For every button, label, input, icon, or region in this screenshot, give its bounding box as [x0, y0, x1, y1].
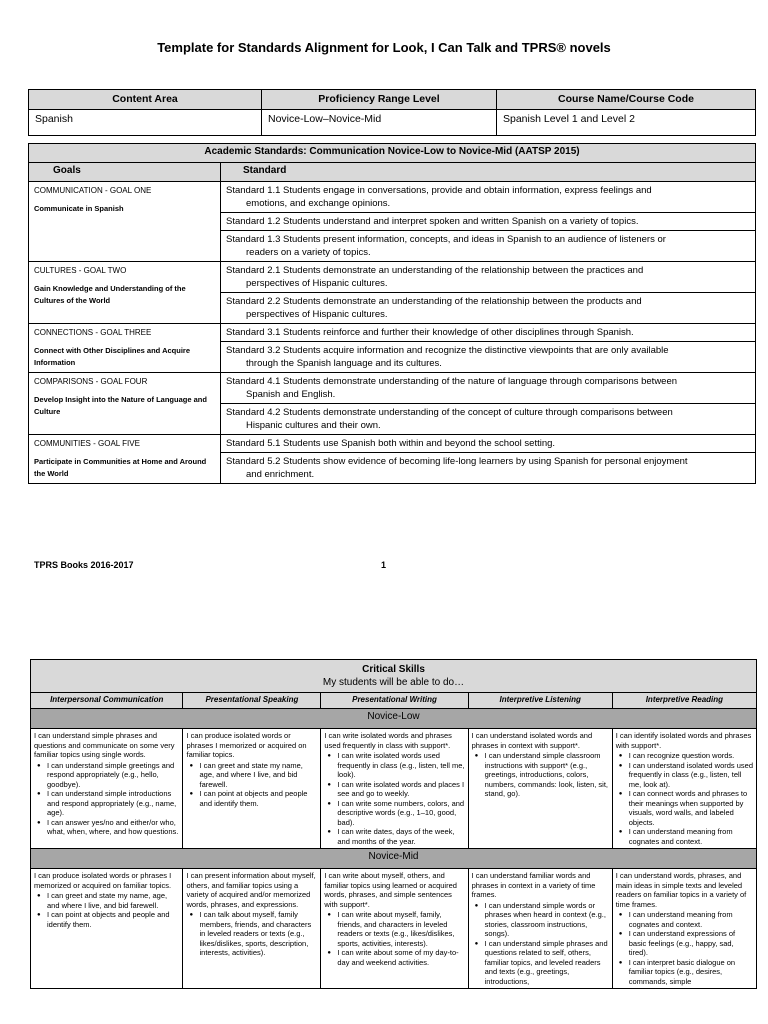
skill-item: ● I can answer yes/no and either/or who, what, when, where, and how questions.	[47, 818, 179, 837]
critical-skills-title: Critical Skills	[362, 664, 425, 675]
level-row	[31, 849, 757, 869]
skill-item: ● I can recognize question words.	[629, 751, 753, 761]
skill-cell	[468, 869, 612, 989]
skill-list	[186, 761, 317, 809]
skill-intro: I can understand familiar words and phrases in context in a variety of time frames.	[471, 871, 596, 899]
skill-cell	[321, 729, 468, 849]
goal-label: CULTURES - GOAL TWO	[34, 266, 127, 275]
goal-cell	[29, 435, 221, 484]
skill-list	[616, 910, 753, 986]
skill-item: ● I can write dates, days of the week, and months of the year.	[337, 827, 464, 846]
level-name: Novice-Low	[31, 709, 757, 729]
skill-item: ● I can talk about myself, family members, friends, and characters in leveled readers or texts (e.g., likes/dislikes, sports, description, interests, activities).	[199, 910, 317, 958]
goal-label: CONNECTIONS - GOAL THREE	[34, 328, 152, 337]
standard-line: Standard 2.2 Students demonstrate an understanding of the relationship between the products and	[226, 296, 642, 307]
skill-item: ● I can understand simple introductions and respond appropriately (e.g., name, age).	[47, 789, 179, 818]
skill-item: ● I can understand simple classroom instructions with support* (e.g., greetings, introductions, colors, numbers, commands: look, listen, sit, stand, go).	[485, 751, 609, 799]
skill-intro: I can write isolated words and phrases used frequently in class with support*.	[324, 731, 452, 750]
goal-cell	[29, 373, 221, 435]
document-title: Template for Standards Alignment for Look, I Can Talk and TPRS® novels	[157, 40, 611, 55]
goal-description: Communicate in Spanish	[34, 204, 124, 213]
goal-label: COMMUNICATION - GOAL ONE	[34, 186, 152, 195]
skill-intro: I can produce isolated words or phrases I memorized or acquired on familiar topics.	[34, 871, 172, 890]
standard-text	[221, 373, 756, 404]
standard-text	[221, 453, 756, 484]
standards-table	[28, 143, 756, 484]
skill-intro: I can write about myself, others, and familiar topics using learned or acquired words, phrases, and simple sentences with support*.	[324, 871, 457, 909]
skill-item: ● I can understand meaning from cognates and context.	[629, 910, 753, 929]
standard-text	[221, 182, 756, 213]
standard-text	[221, 262, 756, 293]
standard-line: Standard 3.2 Students acquire information and recognize the distinctive viewpoints that are only available	[226, 345, 669, 356]
skill-intro: I can identify isolated words and phrases with support*.	[615, 731, 752, 750]
goal-label: COMMUNITIES - GOAL FIVE	[34, 439, 140, 448]
skill-cell	[468, 729, 612, 849]
skill-item: ● I can write some numbers, colors, and descriptive words (e.g., 1–10, good, bad).	[337, 799, 464, 828]
standard-row	[29, 262, 756, 293]
level-name: Novice-Mid	[31, 849, 757, 869]
skill-item: ● I can point at objects and people and identify them.	[199, 789, 317, 808]
skill-column-header: Presentational Speaking	[183, 693, 321, 709]
skill-item: ● I can connect words and phrases to their meanings when supported by visuals, word walls, and labeled objects.	[629, 789, 753, 827]
skill-item: ● I can understand simple phrases and questions related to self, others, familiar topics, and leveled readers and texts (e.g., greetings, introductions,	[485, 939, 609, 987]
standard-line: Standard 4.1 Students demonstrate understanding of the nature of language through comparisons between	[226, 376, 678, 387]
critical-skills-subtitle: My students will be able to do…	[322, 677, 465, 688]
goal-cell	[29, 182, 221, 262]
standard-text	[221, 231, 756, 262]
skill-item: ● I can point at objects and people and identify them.	[47, 910, 179, 929]
skill-intro: I can understand simple phrases and questions and communicate on some very familiar topics using single words.	[34, 731, 175, 759]
skill-column-header: Interpretive Reading	[612, 693, 756, 709]
goal-cell	[29, 324, 221, 373]
standard-text	[221, 342, 756, 373]
standard-line-continued: Spanish and English.	[246, 389, 336, 400]
standard-line-continued: emotions, and exchange opinions.	[246, 198, 391, 209]
page-number: 1	[381, 560, 387, 570]
standard-line: Standard 5.2 Students show evidence of becoming life-long learners by using Spanish for personal enjoyment	[226, 456, 688, 467]
skill-list	[324, 751, 464, 846]
skill-item: ● I can write about myself, family, friends, and characters in leveled readers or texts (e.g., likes/dislikes, sports, activities, interests).	[337, 910, 464, 948]
skill-list	[324, 910, 464, 967]
standards-table-title: Academic Standards: Communication Novice-Low to Novice-Mid (AATSP 2015)	[29, 144, 756, 163]
standard-line: Standard 1.3 Students present information, concepts, and ideas in Spanish to an audience of listeners or	[226, 234, 666, 245]
skill-item: ● I can greet and state my name, age, and where I live, and bid farewell.	[199, 761, 317, 790]
goal-description: Gain Knowledge and Understanding of the Cultures of the World	[34, 284, 186, 305]
standard-text	[221, 404, 756, 435]
standard-line-continued: and enrichment.	[246, 469, 315, 480]
standard-text	[221, 324, 756, 342]
skill-item: ● I can understand isolated words used frequently in class (e.g., listen, tell me, look at).	[629, 761, 753, 790]
skill-cell	[612, 869, 756, 989]
skills-row	[31, 729, 757, 849]
skill-list	[472, 751, 609, 799]
skill-item: ● I can write isolated words and places I see and go to weekly.	[337, 780, 464, 799]
standard-line-continued: readers on a variety of topics.	[246, 247, 371, 258]
header-proficiency: Proficiency Range Level	[262, 90, 497, 110]
standard-header: Standard	[221, 163, 756, 182]
skill-item: ● I can understand simple words or phrases when heard in context (e.g., stories, classroom instructions, songs).	[485, 901, 609, 939]
goals-header: Goals	[29, 163, 221, 182]
standard-line: Standard 5.1 Students use Spanish both within and beyond the school setting.	[226, 438, 556, 449]
goal-description: Connect with Other Disciplines and Acquire Information	[34, 346, 190, 367]
standard-line: Standard 2.1 Students demonstrate an understanding of the relationship between the practices and	[226, 265, 644, 276]
skill-item: ● I can write about some of my day-to-day and weekend activities.	[337, 948, 464, 967]
skill-item: ● I can understand meaning from cognates and context.	[629, 827, 753, 846]
standard-text	[221, 293, 756, 324]
level-row	[31, 709, 757, 729]
standard-line-continued: perspectives of Hispanic cultures.	[246, 309, 388, 320]
standard-line-continued: perspectives of Hispanic cultures.	[246, 278, 388, 289]
footer-label: TPRS Books 2016-2017	[34, 560, 134, 570]
content-area-value: Spanish	[29, 110, 262, 136]
critical-skills-header	[31, 660, 757, 693]
skill-cell	[612, 729, 756, 849]
standard-text	[221, 213, 756, 231]
skill-list	[34, 891, 179, 929]
standard-line-continued: Hispanic cultures and their own.	[246, 420, 381, 431]
header-course-name: Course Name/Course Code	[497, 90, 756, 110]
skill-cell	[183, 869, 321, 989]
critical-skills-table	[30, 659, 757, 989]
course-name-value: Spanish Level 1 and Level 2	[497, 110, 756, 136]
header-content-area: Content Area	[29, 90, 262, 110]
skill-list	[472, 901, 609, 987]
skill-item: ● I can understand expressions of basic feelings (e.g., happy, sad, tired).	[629, 929, 753, 958]
goal-label: COMPARISONS - GOAL FOUR	[34, 377, 148, 386]
standard-line: Standard 1.1 Students engage in conversations, provide and obtain information, express feelings and	[226, 185, 652, 196]
skill-intro: I can understand words, phrases, and main ideas in simple texts and leveled readers on familiar topics in a variety of time frames.	[615, 871, 747, 909]
goal-description: Participate in Communities at Home and Around the World	[34, 457, 207, 478]
standard-row	[29, 324, 756, 342]
skill-cell	[183, 729, 321, 849]
skill-list	[34, 761, 179, 837]
standard-line: Standard 3.1 Students reinforce and further their knowledge of other disciplines through Spanish.	[226, 327, 634, 338]
skill-item: ● I can greet and state my name, age, and where I live, and bid farewell.	[47, 891, 179, 910]
skill-list	[616, 751, 753, 846]
skill-intro: I can understand isolated words and phrases in context with support*.	[471, 731, 593, 750]
skill-list	[186, 910, 317, 958]
skill-intro: I can produce isolated words or phrases I memorized or acquired on familiar topics.	[186, 731, 307, 759]
standard-line-continued: through the Spanish language and its cultures.	[246, 358, 442, 369]
skill-cell	[321, 869, 468, 989]
skill-item: ● I can write isolated words used frequently in class (e.g., listen, tell me, look).	[337, 751, 464, 780]
course-info-table	[28, 89, 756, 136]
skill-item: ● I can interpret basic dialogue on familiar topics (e.g., desires, commands, simple	[629, 958, 753, 987]
standard-line: Standard 1.2 Students understand and interpret spoken and written Spanish on a variety of topics.	[226, 216, 639, 227]
goal-cell	[29, 262, 221, 324]
skill-item: ● I can understand simple greetings and respond appropriately (e.g., hello, goodbye).	[47, 761, 179, 790]
standard-line: Standard 4.2 Students demonstrate understanding of the concept of culture through comparisons between	[226, 407, 673, 418]
skill-cell	[31, 869, 183, 989]
goal-description: Develop Insight into the Nature of Language and Culture	[34, 395, 207, 416]
standard-row	[29, 435, 756, 453]
standard-row	[29, 373, 756, 404]
skill-column-header: Interpretive Listening	[468, 693, 612, 709]
standard-text	[221, 435, 756, 453]
skills-row	[31, 869, 757, 989]
skill-column-header: Presentational Writing	[321, 693, 468, 709]
skill-cell	[31, 729, 183, 849]
skill-intro: I can present information about myself, others, and familiar topics using a variety of acquired and/or memorized words, phrases, and expressions.	[186, 871, 316, 909]
skill-column-header: Interpersonal Communication	[31, 693, 183, 709]
standard-row	[29, 182, 756, 213]
proficiency-value: Novice-Low–Novice-Mid	[262, 110, 497, 136]
